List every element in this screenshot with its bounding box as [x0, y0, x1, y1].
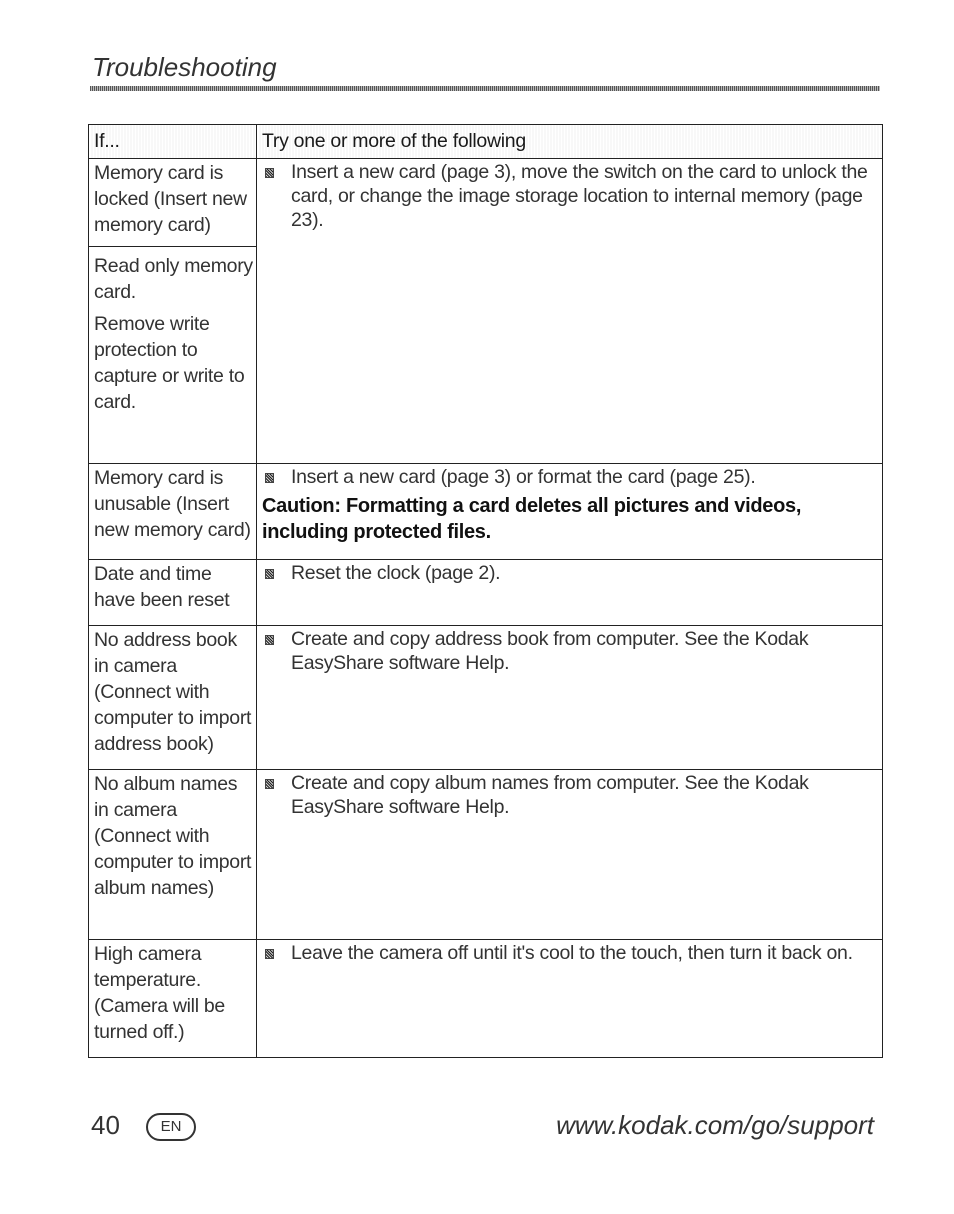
action-cell — [257, 770, 883, 940]
list-item — [262, 465, 876, 489]
table-row — [89, 770, 883, 940]
action-text: Insert a new card (page 3) or format the card (page 25). — [291, 466, 756, 488]
action-cell — [257, 626, 883, 770]
caution-text: Caution: Formatting a card deletes all pictures and videos, including protected files. — [262, 495, 802, 543]
table-row — [89, 159, 883, 464]
bullet-icon — [265, 473, 274, 483]
bullet-icon — [265, 168, 274, 178]
header-rule — [90, 86, 880, 91]
action-text: Reset the clock (page 2). — [291, 562, 501, 584]
table-row — [89, 560, 883, 626]
condition-text: Remove write protection to capture or write to card. — [94, 313, 245, 413]
column-header-try: Try one or more of the following — [257, 125, 883, 159]
action-text: Insert a new card (page 3), move the switch on the card to unlock the card, or change the image storage location to internal memory (page 23). — [291, 161, 868, 231]
action-cell — [257, 159, 883, 464]
table-row — [89, 940, 883, 1058]
if-cell — [89, 626, 257, 770]
list-item — [262, 561, 876, 585]
language-badge: EN — [146, 1113, 196, 1141]
action-cell — [257, 560, 883, 626]
condition-text: Read only memory card. — [94, 255, 253, 303]
condition-text: Date and time have been reset — [94, 563, 230, 611]
if-cell — [89, 940, 257, 1058]
condition-text: Memory card is unusable (Insert new memory card) — [94, 467, 251, 541]
if-cell — [89, 464, 257, 560]
action-cell — [257, 940, 883, 1058]
condition-text: No address book in camera (Connect with computer to import address book) — [94, 629, 252, 755]
page-number: 40 — [91, 1110, 120, 1140]
bullet-icon — [265, 779, 274, 789]
list-item — [262, 160, 876, 232]
list-item — [262, 771, 876, 819]
table-row — [89, 464, 883, 560]
table-row — [89, 626, 883, 770]
column-header-if: If... — [89, 125, 257, 159]
action-text: Leave the camera off until it's cool to the touch, then turn it back on. — [291, 942, 853, 964]
bullet-icon — [265, 635, 274, 645]
list-item — [262, 627, 876, 675]
if-cell — [89, 560, 257, 626]
troubleshooting-table — [88, 124, 883, 1058]
table-header-row — [89, 125, 883, 159]
bullet-icon — [265, 949, 274, 959]
condition-text: No album names in camera (Connect with computer to import album names) — [94, 773, 252, 899]
bullet-icon — [265, 569, 274, 579]
action-text: Create and copy address book from computer. See the Kodak EasyShare software Help. — [291, 628, 809, 674]
if-cell — [89, 159, 257, 464]
if-cell — [89, 770, 257, 940]
action-text: Create and copy album names from computer. See the Kodak EasyShare software Help. — [291, 772, 809, 818]
support-url: www.kodak.com/go/support — [556, 1110, 874, 1140]
list-item — [262, 941, 876, 965]
condition-text: Memory card is locked (Insert new memory card) — [94, 162, 247, 236]
action-cell — [257, 464, 883, 560]
section-title: Troubleshooting — [92, 52, 277, 82]
condition-text: High camera temperature. (Camera will be turned off.) — [94, 943, 225, 1043]
